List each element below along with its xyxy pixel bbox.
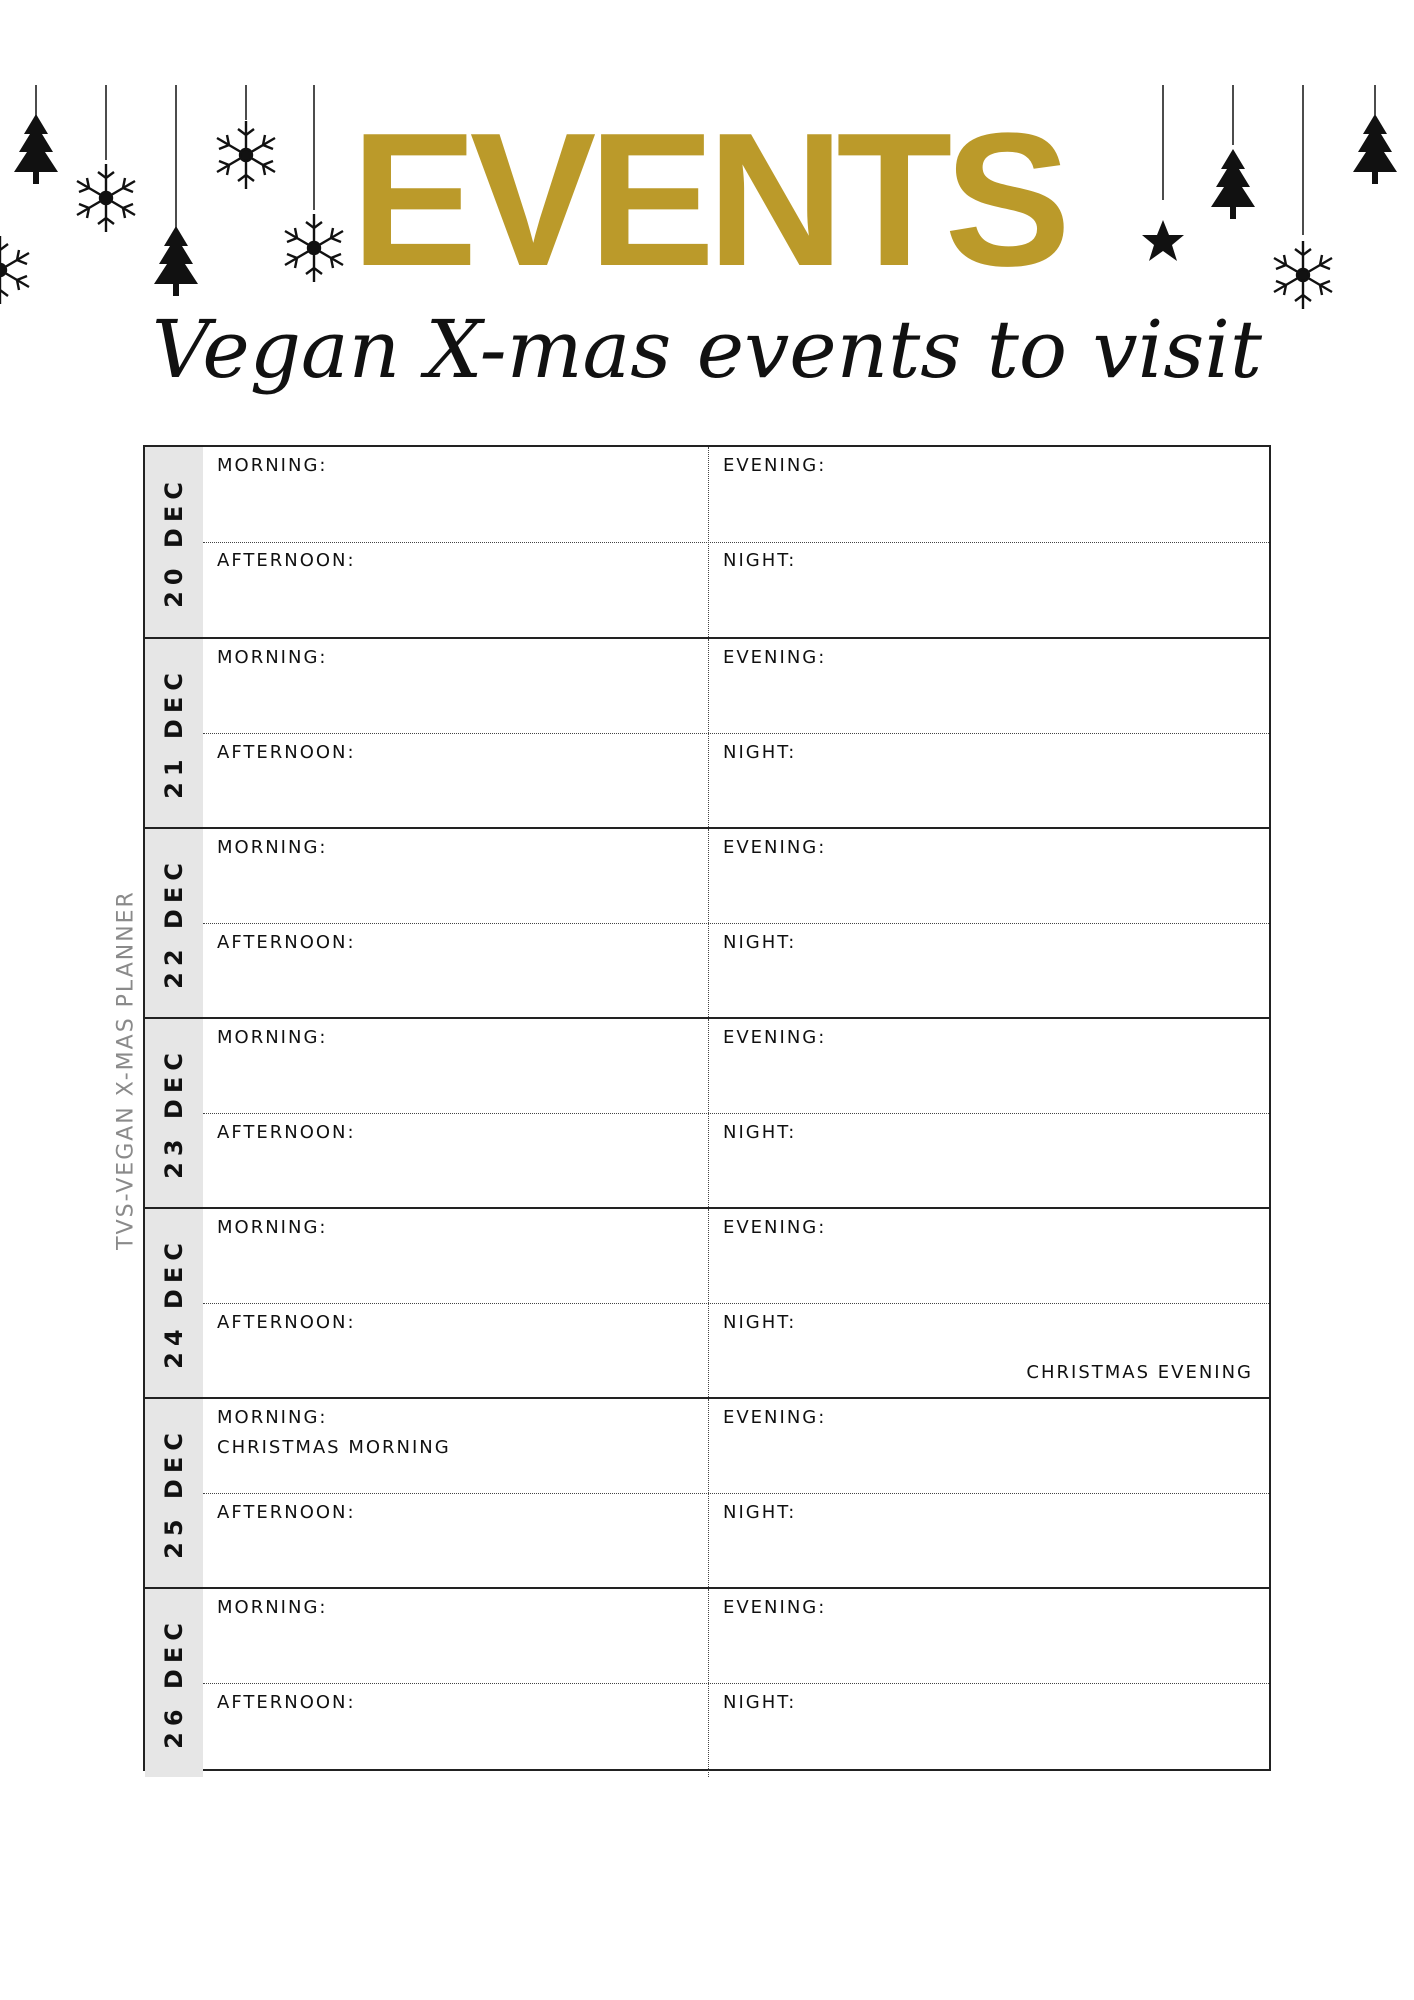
day-row	[145, 637, 1269, 827]
row-divider	[203, 1683, 1269, 1684]
row-divider	[203, 1303, 1269, 1304]
evening-label: EVENING:	[723, 455, 827, 476]
night-label: NIGHT:	[723, 932, 797, 953]
events-planner-table	[143, 445, 1271, 1771]
evening-label: EVENING:	[723, 1027, 827, 1048]
day-date: 25 DEC	[160, 1427, 188, 1559]
night-label: NIGHT:	[723, 1502, 797, 1523]
row-divider	[203, 923, 1269, 924]
page-title: EVENTS	[350, 94, 1064, 306]
row-divider	[203, 542, 1269, 543]
day-row	[145, 1587, 1269, 1777]
page-subtitle: Vegan X-mas events to visit	[151, 303, 1263, 396]
row-divider	[203, 1493, 1269, 1494]
night-label: NIGHT:	[723, 1312, 797, 1333]
row-divider	[203, 733, 1269, 734]
day-date: 21 DEC	[160, 667, 188, 799]
evening-label: EVENING:	[723, 837, 827, 858]
day-row	[145, 827, 1269, 1017]
morning-label: MORNING:	[217, 1027, 328, 1048]
afternoon-label: AFTERNOON:	[217, 1502, 356, 1523]
day-row	[145, 447, 1269, 637]
night-label: NIGHT:	[723, 550, 797, 571]
morning-label: MORNING:	[217, 1217, 328, 1238]
date-strip	[145, 1399, 203, 1587]
date-strip	[145, 1589, 203, 1777]
morning-entry[interactable]: CHRISTMAS MORNING	[217, 1437, 451, 1458]
day-date: 23 DEC	[160, 1047, 188, 1179]
morning-label: MORNING:	[217, 1407, 328, 1428]
day-row	[145, 1207, 1269, 1397]
afternoon-label: AFTERNOON:	[217, 932, 356, 953]
date-strip	[145, 639, 203, 827]
day-row	[145, 1397, 1269, 1587]
morning-label: MORNING:	[217, 455, 328, 476]
afternoon-label: AFTERNOON:	[217, 1312, 356, 1333]
night-entry[interactable]: CHRISTMAS EVENING	[1026, 1362, 1253, 1383]
morning-label: MORNING:	[217, 647, 328, 668]
date-strip	[145, 1209, 203, 1397]
afternoon-label: AFTERNOON:	[217, 1122, 356, 1143]
day-date: 20 DEC	[160, 476, 188, 608]
morning-label: MORNING:	[217, 837, 328, 858]
afternoon-label: AFTERNOON:	[217, 1692, 356, 1713]
date-strip	[145, 829, 203, 1017]
date-strip	[145, 447, 203, 637]
date-strip	[145, 1019, 203, 1207]
evening-label: EVENING:	[723, 1597, 827, 1618]
row-divider	[203, 1113, 1269, 1114]
day-date: 26 DEC	[160, 1617, 188, 1749]
day-date: 24 DEC	[160, 1237, 188, 1369]
morning-label: MORNING:	[217, 1597, 328, 1618]
evening-label: EVENING:	[723, 647, 827, 668]
day-date: 22 DEC	[160, 857, 188, 989]
afternoon-label: AFTERNOON:	[217, 550, 356, 571]
evening-label: EVENING:	[723, 1217, 827, 1238]
night-label: NIGHT:	[723, 1122, 797, 1143]
night-label: NIGHT:	[723, 742, 797, 763]
evening-label: EVENING:	[723, 1407, 827, 1428]
afternoon-label: AFTERNOON:	[217, 742, 356, 763]
night-label: NIGHT:	[723, 1692, 797, 1713]
side-label: TVS-VEGAN X-MAS PLANNER	[113, 890, 139, 1250]
day-row	[145, 1017, 1269, 1207]
